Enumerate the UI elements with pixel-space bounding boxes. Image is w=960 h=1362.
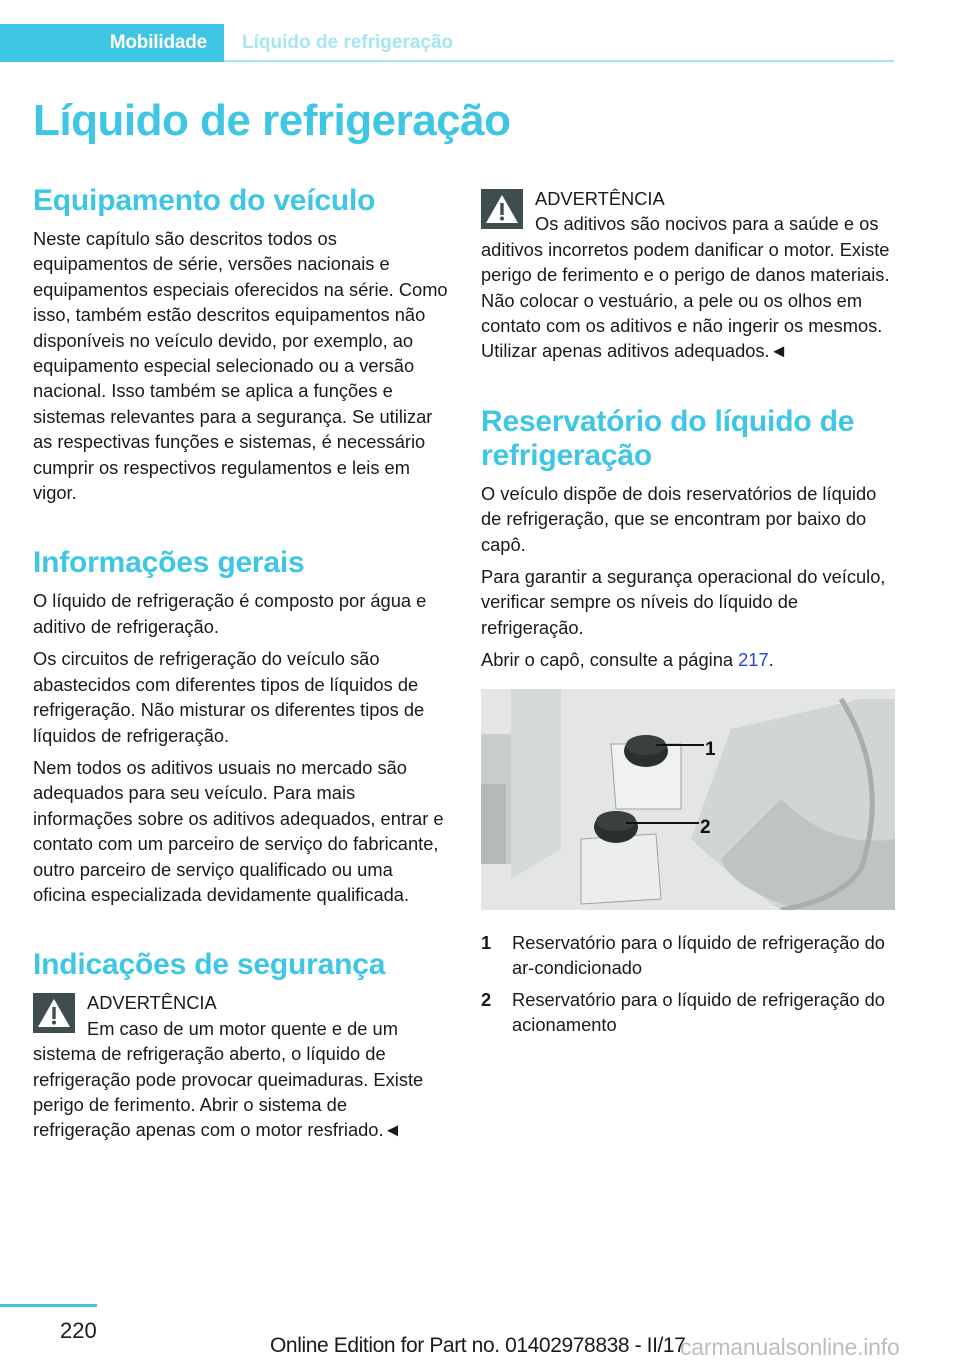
footer-divider bbox=[0, 1304, 97, 1307]
general-paragraph: O líquido de refrigeração é composto por água e aditivo de refrigeração. bbox=[33, 590, 427, 637]
warning-box bbox=[481, 186, 896, 364]
chapter-tab[interactable] bbox=[0, 24, 224, 62]
coolant-reservoir-figure bbox=[481, 689, 895, 910]
reservoir-paragraph: O veículo dispõe de dois reservatórios de líquido de refrigeração, que se encontram por baixo do capô. bbox=[481, 482, 877, 555]
svg-text:2: 2 bbox=[700, 816, 711, 838]
warning-title: ADVERTÊNCIA bbox=[87, 992, 217, 1014]
reservoir-heading: Reservatório do líquido de refrigeração bbox=[481, 404, 855, 472]
warning-box bbox=[33, 990, 448, 1142]
safety-heading: Indicações de segurança bbox=[33, 948, 386, 982]
right-column bbox=[481, 186, 896, 1043]
equipment-heading: Equipamento do veículo bbox=[33, 184, 376, 217]
left-column bbox=[33, 184, 448, 1150]
reservoir-paragraph: Para garantir a segurança operacional do veículo, verificar sempre os níveis do líquido de refrigeração. bbox=[481, 566, 886, 638]
chapter-label: Mobilidade bbox=[109, 32, 207, 53]
header-divider bbox=[224, 60, 894, 62]
page-link[interactable]: 217 bbox=[738, 649, 769, 671]
edition-text: Online Edition for Part no. 01402978838 - II/17 bbox=[270, 1334, 686, 1357]
warning-text: Os aditivos são nocivos para a saúde e os aditivos incorretos podem danificar o motor. Existe perigo de ferimento e o perigo de danos materiais. Não colocar o vestuário, a pele ou os olhos em contato com os aditivos e não ingerir os mesmos. Utilizar apenas aditivos adequados.◄ bbox=[481, 213, 890, 362]
open-hood-text: Abrir o capô, consulte a página 217. bbox=[481, 649, 774, 671]
equipment-text: Neste capítulo são descritos todos os equipamentos de série, versões nacionais e equipamentos especiais oferecidos na série. Como isso, também estão descritos equipamentos não disponíveis no veículo devido, por exemplo, ao equipamento especial selecionado ou a versão nacional. Isso também se aplica a funções e sistemas relevantes para a segurança. Se utilizar as respectivas funções e sistemas, é necessário cumprir os respectivos regulamentos e leis em vigor. bbox=[33, 228, 448, 504]
page-title: Líquido de refrigeração bbox=[33, 96, 511, 145]
general-paragraph: Os circuitos de refrigeração do veículo são abastecidos com diferentes tipos de líquidos de refrigeração. Não misturar os diferentes tipos de líquidos de refrigeração. bbox=[33, 648, 425, 746]
svg-text:1: 1 bbox=[705, 738, 716, 760]
breadcrumb[interactable] bbox=[242, 24, 453, 62]
warning-text: Em caso de um motor quente e de um sistema de refrigeração aberto, o líquido de refrigeração pode provocar queimaduras. Existe perigo de ferimento. Abrir o sistema de refrigeração apenas com o motor resfriado.◄ bbox=[33, 1017, 424, 1141]
warning-title: ADVERTÊNCIA bbox=[535, 188, 665, 209]
warning-triangle-icon bbox=[481, 189, 523, 229]
general-paragraph: Nem todos os aditivos usuais no mercado são adequados para seu veículo. Para mais informações sobre os aditivos adequados, entrar e contato com um parceiro de serviço do fabricante, outro parceiro de serviço qualificado ou uma oficina especializada devidamente qualificada. bbox=[33, 756, 444, 905]
watermark: carmanualsonline.info bbox=[680, 1334, 900, 1360]
legend-item: 2 Reservatório para o líquido de refrigeração do acionamento bbox=[481, 988, 885, 1035]
legend-item: 1 Reservatório para o líquido de refrigeração do ar-condicionado bbox=[481, 931, 885, 979]
general-heading: Informações gerais bbox=[33, 546, 305, 580]
page-number: 220 bbox=[60, 1318, 97, 1343]
warning-triangle-icon bbox=[33, 993, 75, 1033]
breadcrumb-label: Líquido de refrigeração bbox=[242, 32, 454, 53]
